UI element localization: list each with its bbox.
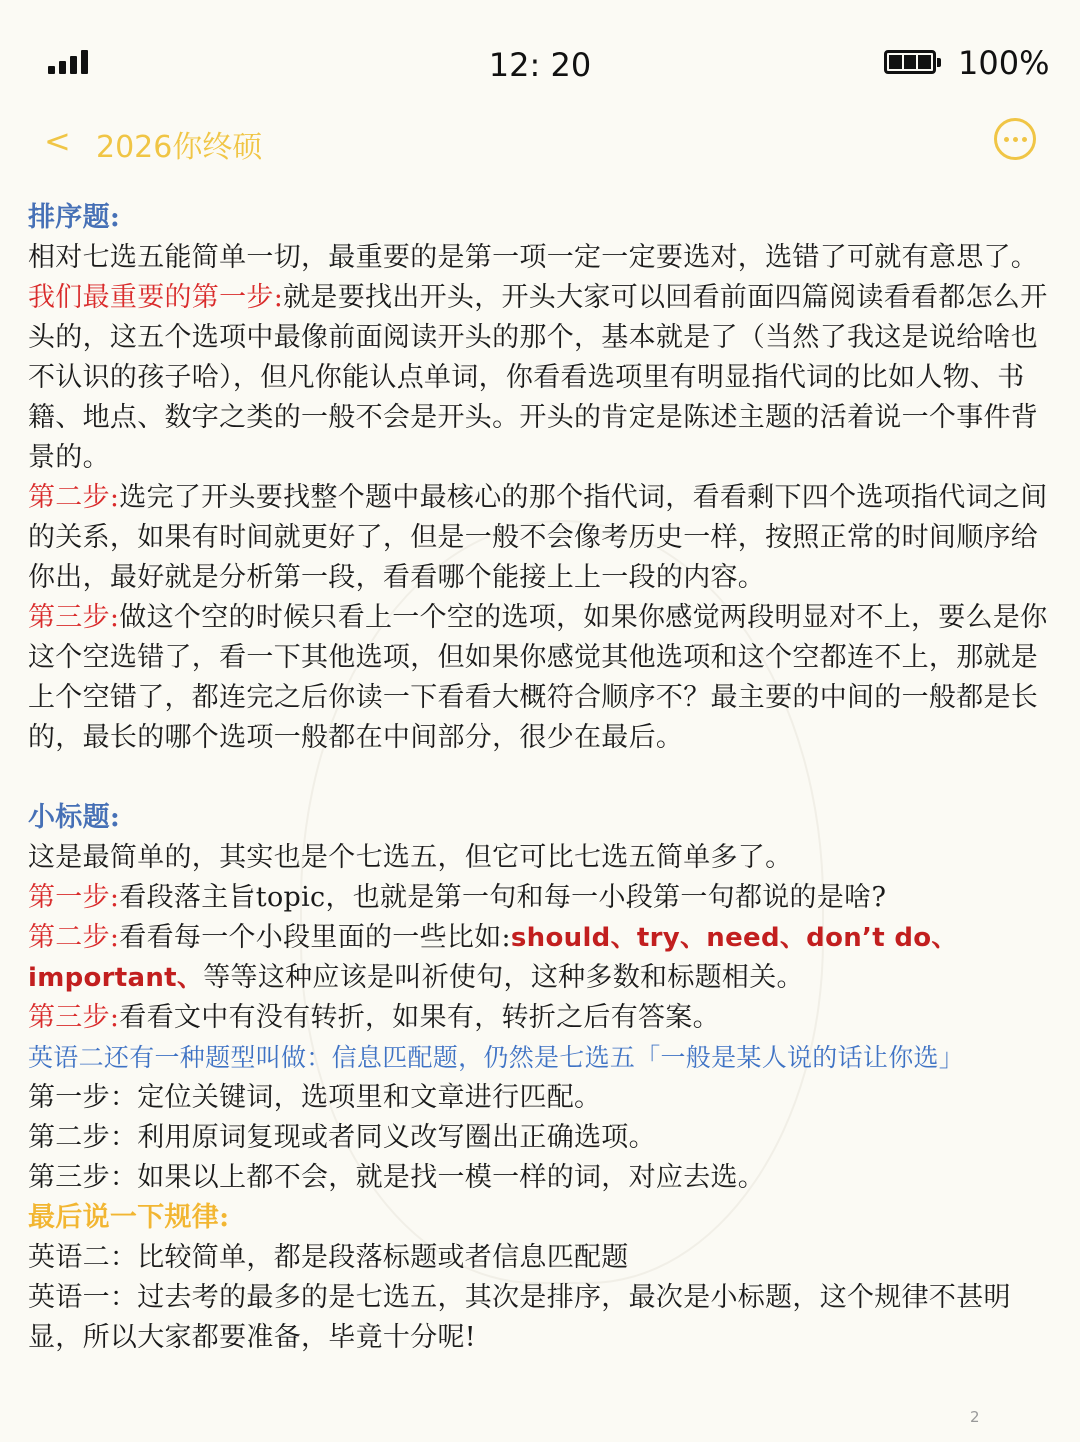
battery-icon bbox=[884, 50, 936, 74]
rules-line1: 英语二：比较简单，都是段落标题或者信息匹配题 bbox=[28, 1242, 629, 1273]
section-heading-rules: 最后说一下规律: bbox=[28, 1202, 230, 1233]
subtitle-step1 bbox=[28, 878, 1058, 918]
subtitle-step3 bbox=[28, 998, 1058, 1038]
step-text: 做这个空的时候只看上一个空的选项，如果你感觉两段明显对不上，要么是你这个空选错了，看一下其他选项，但如果你感觉其他选项和这个空都连不上，那就是上个空错了，都连完之后你读一下看看大概符合顺序不？最主要的中间的一般都是长的，最长的哪个选项一般都在中间部分，很少在最后。 bbox=[28, 602, 1048, 753]
section-heading-sorting: 排序题: bbox=[28, 202, 121, 233]
step-text: 看看每一个小段里面的一些比如: bbox=[119, 922, 511, 953]
subtitle-intro: 这是最简单的，其实也是个七选五，但它可比七选五简单多了。 bbox=[28, 842, 793, 873]
step-label: 第三步: bbox=[28, 602, 120, 633]
step-label: 第三步: bbox=[28, 1002, 120, 1033]
section-heading-matching: 英语二还有一种题型叫做：信息匹配题，仍然是七选五「一般是某人说的话让你选」 bbox=[28, 1043, 965, 1072]
step-text: 等等这种应该是叫祈使句，这种多数和标题相关。 bbox=[203, 962, 804, 993]
sorting-step1 bbox=[28, 278, 1058, 478]
back-icon[interactable]: < bbox=[44, 122, 71, 160]
step-label: 第二步: bbox=[28, 922, 120, 953]
step-label: 第二步: bbox=[28, 482, 120, 513]
rules-line2: 英语一：过去考的最多的是七选五，其次是排序，最次是小标题，这个规律不甚明显，所以大家都要准备，毕竟十分呢! bbox=[28, 1282, 1011, 1353]
step-text: 选完了开头要找整个题中最核心的那个指代词，看看剩下四个选项指代词之间的关系，如果有时间就更好了，但是一般不会像考历史一样，按照正常的时间顺序给你出，最好就是分析第一段，看看哪个能接上上一段的内容。 bbox=[28, 482, 1048, 593]
note-content bbox=[28, 198, 1058, 1358]
subtitle-step2 bbox=[28, 918, 1058, 998]
matching-step2: 第二步：利用原词复现或者同义改写圈出正确选项。 bbox=[28, 1122, 656, 1153]
matching-step3: 第三步：如果以上都不会，就是找一模一样的词，对应去选。 bbox=[28, 1162, 766, 1193]
sorting-step2 bbox=[28, 478, 1058, 598]
step-label: 第一步: bbox=[28, 882, 120, 913]
step-text: 就是要找出开头，开头大家可以回看前面四篇阅读看看都怎么开头的，这五个选项中最像前面阅读开头的那个，基本就是了（当然了我这是说给啥也不认识的孩子哈），但凡你能认点单词，你看看选项里有明显指代词的比如人物、书籍、地点、数字之类的一般不会是开头。开头的肯定是陈述主题的活着说一个事件背景的。 bbox=[28, 282, 1048, 473]
nav-bar bbox=[0, 118, 1080, 178]
battery-percent: 100% bbox=[958, 44, 1050, 82]
status-bar bbox=[0, 0, 1080, 110]
step-label: 我们最重要的第一步: bbox=[28, 282, 284, 313]
section-heading-subtitle: 小标题: bbox=[28, 802, 121, 833]
more-icon[interactable] bbox=[994, 118, 1036, 160]
page-number: 2 bbox=[970, 1408, 980, 1426]
step-text: 看段落主旨topic，也就是第一句和每一小段第一句都说的是啥? bbox=[119, 882, 887, 913]
matching-step1: 第一步：定位关键词，选项里和文章进行匹配。 bbox=[28, 1082, 602, 1113]
keyword-highlight: should、try、need、don’t do、important、 bbox=[28, 923, 958, 993]
page-title: 2026你终硕 bbox=[96, 130, 263, 165]
sorting-step3 bbox=[28, 598, 1058, 758]
status-time: 12: 20 bbox=[488, 46, 592, 84]
step-text: 看看文中有没有转折，如果有，转折之后有答案。 bbox=[119, 1002, 720, 1033]
sorting-intro: 相对七选五能简单一切，最重要的是第一项一定一定要选对，选错了可就有意思了。 bbox=[28, 242, 1039, 273]
